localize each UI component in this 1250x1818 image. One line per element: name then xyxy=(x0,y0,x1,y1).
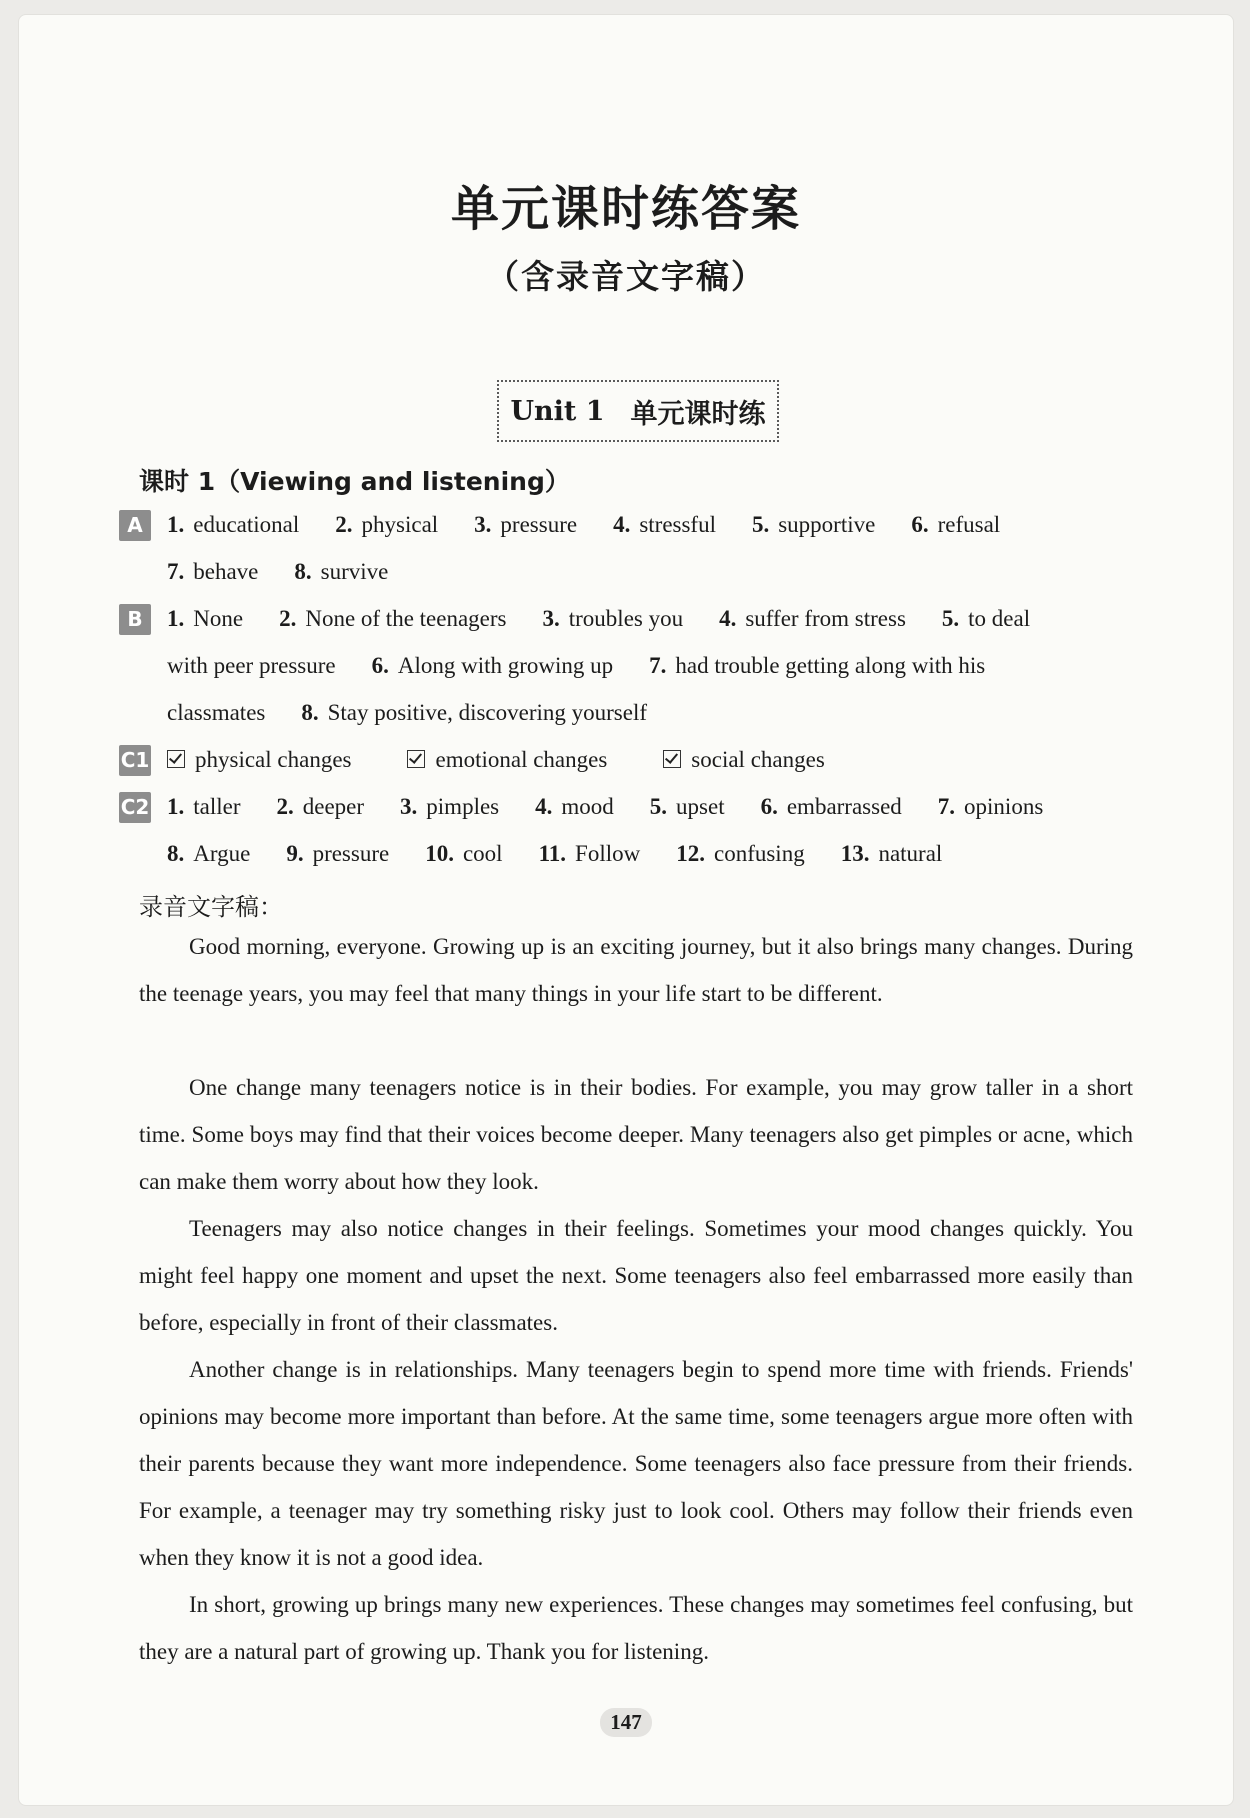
answer-text: classmates xyxy=(167,700,266,725)
answer-item xyxy=(942,604,1030,634)
answer-item xyxy=(335,510,438,540)
answer-number: 4. xyxy=(535,794,553,819)
answer-item xyxy=(167,557,258,587)
answer-item xyxy=(938,792,1043,822)
answer-number: 7. xyxy=(167,559,185,584)
answer-item xyxy=(167,792,241,822)
answer-text: taller xyxy=(193,794,241,819)
lesson-heading: 课时 1（Viewing and listening） xyxy=(139,467,570,496)
page-subtitle: （含录音文字稿） xyxy=(486,257,766,296)
page-title: 单元课时练答案 xyxy=(450,181,801,237)
answer-number: 7. xyxy=(649,653,667,678)
script-label: 录音文字稿： xyxy=(139,893,283,921)
answer-item xyxy=(543,604,684,634)
answer-item xyxy=(676,839,804,869)
answer-number: 3. xyxy=(542,606,560,631)
checklist-item xyxy=(407,745,607,775)
answer-number: 12. xyxy=(676,841,705,866)
script-paragraph-1: Good morning, everyone. Growing up is an exciting journey, but it also brings many changes. During the teenage years, you may feel that many things in your life start to be different. xyxy=(139,934,1133,1006)
answer-item xyxy=(650,792,725,822)
answer-item xyxy=(613,510,716,540)
checked-box-icon xyxy=(663,750,681,768)
answer-text: Follow xyxy=(575,841,641,866)
answer-item xyxy=(841,839,943,869)
section-c2-line-1 xyxy=(167,792,1079,822)
answer-item xyxy=(539,839,641,869)
answer-item xyxy=(167,651,336,681)
answer-text: natural xyxy=(878,841,943,866)
section-c2-line-2 xyxy=(167,839,978,869)
answer-page xyxy=(18,14,1234,1806)
answer-number: 8. xyxy=(301,700,319,725)
answer-number: 5. xyxy=(751,512,770,537)
answer-text: had trouble getting along with his xyxy=(675,653,986,678)
answer-number: 2. xyxy=(279,606,297,631)
answer-text: behave xyxy=(193,559,259,584)
checklist-item xyxy=(663,745,824,775)
answer-text: survive xyxy=(320,559,389,584)
answer-text: suffer from stress xyxy=(745,606,906,631)
answer-number: 8. xyxy=(167,841,185,866)
section-a-line-1 xyxy=(167,510,1036,540)
answer-number: 1. xyxy=(167,512,185,537)
answer-text: None of the teenagers xyxy=(305,606,507,631)
answer-number: 2. xyxy=(335,512,353,537)
answer-number: 5. xyxy=(941,606,960,631)
answer-item xyxy=(761,792,902,822)
answer-number: 10. xyxy=(425,841,454,866)
page-number: 147 xyxy=(19,1708,1233,1737)
answer-text: physical xyxy=(361,512,439,537)
answer-text: Argue xyxy=(193,841,251,866)
answer-number: 1. xyxy=(167,606,185,631)
answer-item xyxy=(294,557,388,587)
checklist-item xyxy=(167,745,351,775)
answer-number: 3. xyxy=(474,512,492,537)
answer-number: 7. xyxy=(937,794,956,819)
script-paragraph-5: In short, growing up brings many new experiences. These changes may sometimes feel confusing, but they are a natural part of growing up. Thank you for listening. xyxy=(139,1592,1133,1664)
answer-number: 4. xyxy=(719,606,737,631)
answer-item xyxy=(474,510,577,540)
answer-item xyxy=(911,510,1000,540)
answer-item xyxy=(372,651,614,681)
answer-text: pressure xyxy=(312,841,390,866)
section-b-line-3 xyxy=(167,698,683,728)
answer-item xyxy=(167,839,250,869)
answer-text: stressful xyxy=(639,512,716,537)
answer-text: supportive xyxy=(778,512,876,537)
answer-number: 8. xyxy=(294,559,312,584)
script-paragraph-2: One change many teenagers notice is in their bodies. For example, you may grow taller in a short time. Some boys may find that their voices become deeper. Many teenagers also get pimples or acne, which can make them worry about how they look. xyxy=(139,1075,1133,1194)
answer-text: upset xyxy=(676,794,725,819)
answer-item xyxy=(167,510,299,540)
unit-name: 单元课时练 xyxy=(630,398,766,430)
section-a-line-2 xyxy=(167,557,424,587)
answer-item xyxy=(277,792,365,822)
answer-item xyxy=(535,792,614,822)
answer-text: refusal xyxy=(937,512,1001,537)
section-badge-b: B xyxy=(119,604,151,635)
checklist-label: social changes xyxy=(691,747,825,772)
answer-item xyxy=(649,651,985,681)
answer-item xyxy=(400,792,499,822)
answer-text: confusing xyxy=(713,841,805,866)
answer-item xyxy=(719,604,906,634)
answer-text: mood xyxy=(561,794,614,819)
answer-item xyxy=(279,604,506,634)
answer-text: educational xyxy=(193,512,300,537)
answer-number: 4. xyxy=(613,512,631,537)
answer-text: opinions xyxy=(964,794,1044,819)
answer-number: 13. xyxy=(840,841,870,866)
answer-item xyxy=(167,698,265,728)
script-paragraph-3: Teenagers may also notice changes in their feelings. Sometimes your mood changes quickly. You might feel happy one moment and upset the next. Some teenagers also feel embarrassed more easily than before, especially in front of their classmates. xyxy=(139,1216,1133,1335)
section-badge-a: A xyxy=(119,510,151,541)
answer-text: cool xyxy=(462,841,503,866)
answer-number: 2. xyxy=(276,794,294,819)
unit-label: Unit 1 xyxy=(510,395,605,427)
answer-number: 9. xyxy=(286,841,304,866)
answer-text: Stay positive, discovering yourself xyxy=(327,700,648,725)
script-paragraph-4: Another change is in relationships. Many teenagers begin to spend more time with friends. Friends' opinions may become more important than before. At the same time, some teenagers argue more often with their parents because they want more independence. Some teenagers also face pressure from their friends. For example, a teenager may try something risky just to look cool. Others may follow their friends even when they know it is not a good idea. xyxy=(139,1357,1133,1570)
answer-number: 6. xyxy=(911,512,929,537)
answer-text: pressure xyxy=(500,512,578,537)
answer-text: troubles you xyxy=(568,606,684,631)
answer-number: 6. xyxy=(760,794,778,819)
unit-heading-box xyxy=(497,380,779,442)
answer-item xyxy=(286,839,389,869)
answer-number: 11. xyxy=(538,841,567,866)
section-badge-c1: C1 xyxy=(119,745,151,776)
answer-number: 6. xyxy=(371,653,389,678)
answer-number: 1. xyxy=(167,794,185,819)
answer-text: with peer pressure xyxy=(167,653,336,678)
section-b-line-2 xyxy=(167,651,1021,681)
section-b-line-1 xyxy=(167,604,1066,634)
answer-item xyxy=(425,839,502,869)
section-badge-c2: C2 xyxy=(119,792,151,823)
answer-item xyxy=(167,604,243,634)
answer-text: deeper xyxy=(302,794,365,819)
answer-number: 3. xyxy=(400,794,418,819)
answer-number: 5. xyxy=(649,794,668,819)
answer-text: Along with growing up xyxy=(397,653,614,678)
answer-item xyxy=(752,510,875,540)
checked-box-icon xyxy=(167,750,185,768)
answer-item xyxy=(301,698,647,728)
answer-text: embarrassed xyxy=(786,794,902,819)
section-c1-checklist xyxy=(167,745,881,775)
answer-text: None xyxy=(193,606,244,631)
answer-text: pimples xyxy=(426,794,500,819)
checked-box-icon xyxy=(407,750,425,768)
checklist-label: emotional changes xyxy=(435,747,608,772)
checklist-label: physical changes xyxy=(195,747,352,772)
answer-text: to deal xyxy=(968,606,1031,631)
